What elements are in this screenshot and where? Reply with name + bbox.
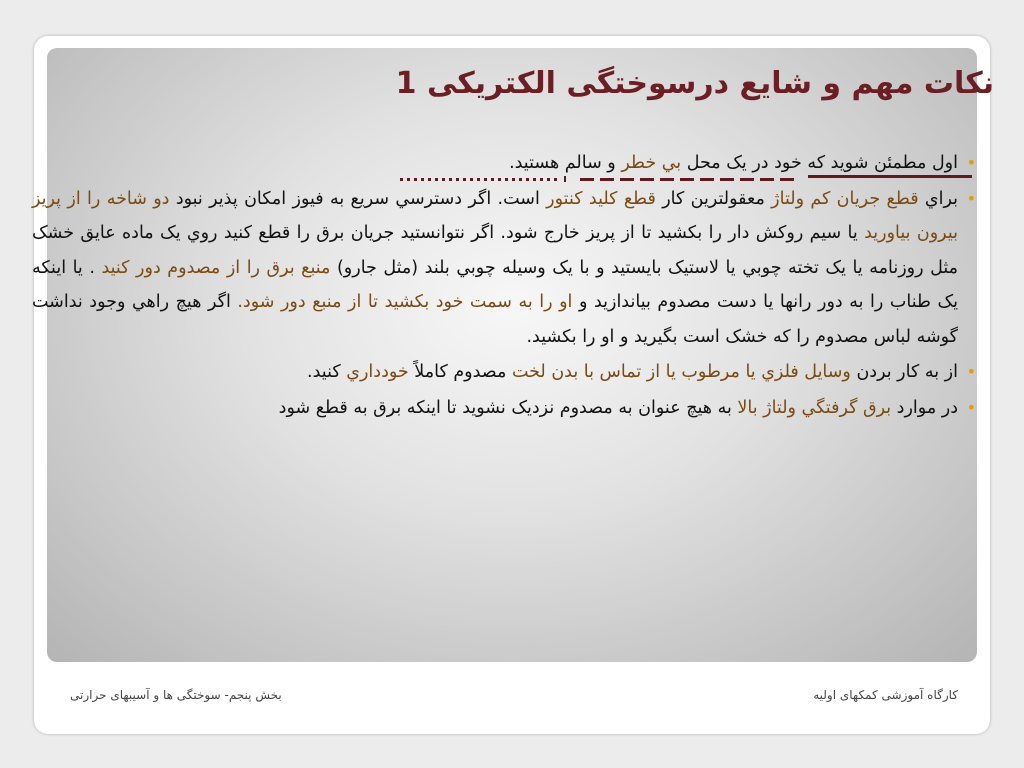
highlighted-text: خودداري [346,362,409,382]
body-text: اگر هيچ راهي وجود نداشت گوشه لباس مصدوم را که خشک است بگيريد و او را بکشيد. [32,292,958,347]
body-text: مصدوم کاملاً [408,362,512,382]
footer-workshop-title: کارگاه آموزشی کمکهای اولیه [813,688,958,702]
body-text: يا سيم روکش دار را بکشيد تا از پريز خارج شود. اگر نتوانستيد جريان برق را قطع کنيد روي يک ماده عايق خشک مثل روزنامه يا يک تخته چوبي يا لاستيک بايستيد و با يک وسيله چوبي بلند (مثل جارو) [32,223,958,278]
body-text: براي [918,188,959,209]
body-text: در موارد [891,397,958,418]
bullet-dot-icon: • [966,362,976,381]
highlighted-text: او را به سمت خود بکشيد تا از منبع دور شود. [237,292,573,312]
body-text: معقولترين کار [655,188,772,209]
bullet-dot-icon: • [966,397,976,417]
bullet-item [32,182,976,355]
highlighted-text: برق گرفتگي ولتاژ بالا [737,397,892,418]
slide-title: نکات مهم و شایع درسوختگی الکتریکی 1 [395,66,994,101]
highlighted-text: قطع کليد کنتور [546,188,656,209]
bullet-list [32,146,976,425]
body-text: به هيچ عنوان به مصدوم نزديک نشويد تا اينکه برق به قطع شود [278,397,738,418]
body-text: از به کار بردن [850,362,958,382]
highlighted-text: بي خطر [621,153,682,173]
slide-body [32,146,976,426]
body-text: اول مطمئن شويد که خود در يک محل [681,153,958,173]
bullet-dot-icon: • [966,153,976,172]
bullet-dot-icon: • [966,188,976,208]
highlighted-text: وسايل فلزي يا مرطوب يا از تماس با بدن لخت [511,362,851,382]
body-text: است. اگر دسترسي سريع به فيوز امکان پذير نبود [169,188,547,209]
highlighted-text: منبع برق را از مصدوم دور کنيد [101,257,331,278]
body-text: کنيد. [307,362,347,382]
footer-section-title: بخش پنجم- سوختگی ها و آسیبهای حرارتی [70,688,282,702]
body-text: . يا اينکه يک طناب را به دور رانها يا دست مصدوم بياندازيد و [32,257,958,312]
highlighted-text: دو شاخه را از پريز بيرون بياوريد [32,188,958,243]
body-text: و سالم هستيد. [509,153,622,173]
bullet-item [32,391,976,426]
bullet-item [32,146,976,181]
bullet-item [32,355,976,390]
highlighted-text: قطع جريان کم ولتاژ [771,188,919,209]
